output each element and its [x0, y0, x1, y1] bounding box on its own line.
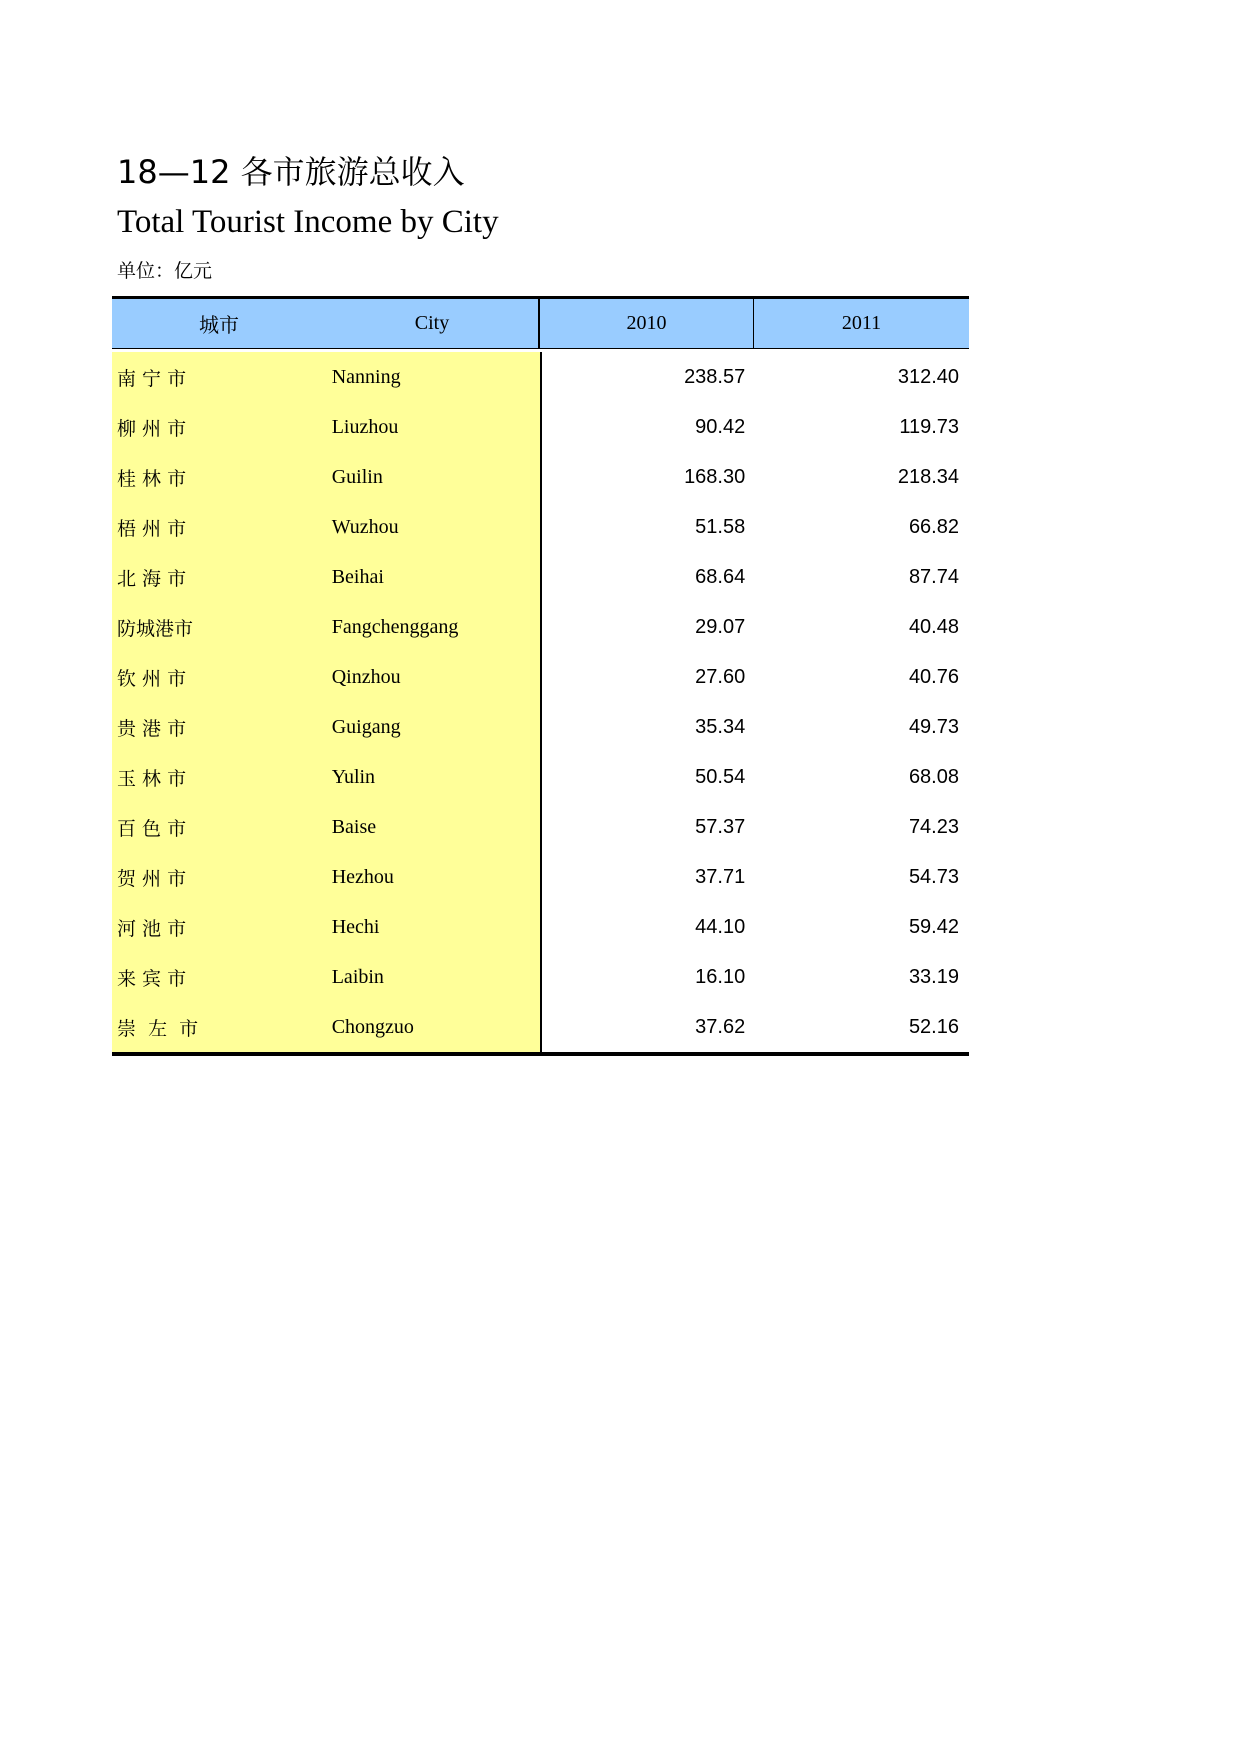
- income-2011: 33.19: [908, 965, 959, 988]
- city-name-en: Guilin: [330, 452, 543, 502]
- table-row: [112, 702, 969, 752]
- header-year-2010: 2010: [540, 299, 754, 348]
- table-row: [112, 752, 969, 802]
- income-2011: 52.16: [908, 1015, 959, 1038]
- city-name-en: Beihai: [330, 552, 543, 602]
- city-name-cn: 百 色 市: [112, 802, 330, 852]
- table-row: [112, 502, 969, 552]
- city-name-cn: 桂 林 市: [112, 452, 330, 502]
- income-2011: 49.73: [908, 715, 959, 738]
- income-2011: 59.42: [908, 915, 959, 938]
- income-2011: 74.23: [908, 815, 959, 838]
- city-name-en: Nanning: [330, 352, 543, 402]
- income-2011: 119.73: [899, 415, 959, 438]
- city-name-en: Qinzhou: [330, 652, 543, 702]
- income-2010: 50.54: [695, 765, 746, 788]
- city-name-cn: 北 海 市: [112, 552, 330, 602]
- income-2011: 66.82: [908, 515, 959, 538]
- income-2010: 168.30: [684, 465, 746, 488]
- income-2011: 40.48: [908, 615, 959, 638]
- table-row: [112, 852, 969, 902]
- income-2011: 54.73: [908, 865, 959, 888]
- table-row: [112, 602, 969, 652]
- city-name-cn: 钦 州 市: [112, 652, 330, 702]
- city-name-cn: 崇 左 市: [112, 1002, 330, 1052]
- page-title-english: Total Tourist Income by City: [117, 204, 499, 240]
- table-row: [112, 452, 969, 502]
- table-row: [112, 652, 969, 702]
- city-name-en: Chongzuo: [330, 1002, 543, 1052]
- city-name-cn: 河 池 市: [112, 902, 330, 952]
- unit-label: 单位：亿元: [117, 260, 213, 282]
- income-2011: 312.40: [897, 365, 959, 388]
- city-name-en: Yulin: [330, 752, 543, 802]
- income-2010: 68.64: [695, 565, 746, 588]
- city-name-cn: 南 宁 市: [112, 352, 330, 402]
- header-city-en: City: [326, 299, 540, 348]
- header-year-2011: 2011: [841, 312, 882, 334]
- income-2010: 27.60: [695, 665, 746, 688]
- table-row: [112, 1002, 969, 1052]
- city-name-cn: 贺 州 市: [112, 852, 330, 902]
- income-2010: 238.57: [684, 365, 746, 388]
- income-2010: 35.34: [695, 715, 746, 738]
- city-name-en: Fangchenggang: [330, 602, 543, 652]
- income-2010: 44.10: [695, 915, 746, 938]
- table-row: [112, 902, 969, 952]
- city-name-cn: 玉 林 市: [112, 752, 330, 802]
- city-name-en: Hechi: [330, 902, 543, 952]
- city-name-cn: 梧 州 市: [112, 502, 330, 552]
- city-name-en: Wuzhou: [330, 502, 543, 552]
- table-body: [112, 349, 969, 1052]
- city-name-en: Liuzhou: [330, 402, 543, 452]
- table-row: [112, 552, 969, 602]
- income-2010: 16.10: [695, 965, 746, 988]
- city-name-en: Hezhou: [330, 852, 543, 902]
- income-2010: 37.62: [695, 1015, 746, 1038]
- city-name-cn: 来 宾 市: [112, 952, 330, 1002]
- table-row: [112, 402, 969, 452]
- city-name-en: Laibin: [330, 952, 543, 1002]
- city-name-en: Guigang: [330, 702, 543, 752]
- income-2011: 68.08: [908, 765, 959, 788]
- table-row: [112, 352, 969, 402]
- city-name-en: Baise: [330, 802, 543, 852]
- page-title-chinese: 18—12 各市旅游总收入: [117, 153, 465, 191]
- income-2011: 87.74: [908, 565, 959, 588]
- header-city-cn: 城市: [199, 315, 239, 337]
- city-name-cn: 防城港市: [112, 602, 330, 652]
- income-2010: 29.07: [695, 615, 746, 638]
- city-name-cn: 柳 州 市: [112, 402, 330, 452]
- table-row: [112, 802, 969, 852]
- income-2010: 57.37: [695, 815, 746, 838]
- income-2010: 51.58: [695, 515, 746, 538]
- table-row: [112, 952, 969, 1002]
- tourist-income-table: [112, 296, 969, 1056]
- income-2010: 37.71: [695, 865, 746, 888]
- income-2010: 90.42: [695, 415, 746, 438]
- city-name-cn: 贵 港 市: [112, 702, 330, 752]
- income-2011: 218.34: [897, 465, 959, 488]
- table-header-row: [112, 299, 969, 349]
- income-2011: 40.76: [908, 665, 959, 688]
